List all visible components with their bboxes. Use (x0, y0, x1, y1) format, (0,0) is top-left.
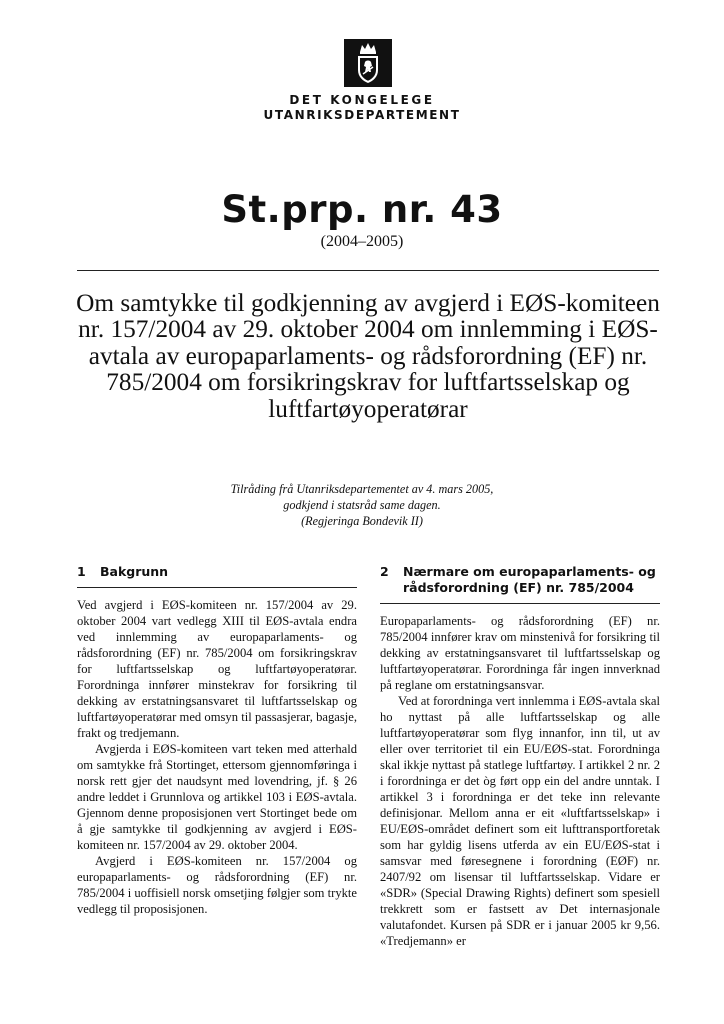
section-heading (380, 564, 660, 596)
section-regulation-details (380, 564, 660, 949)
section-title: Bakgrunn (100, 564, 169, 579)
department-name-line2: UTANRIKSDEPARTEMENT (263, 108, 461, 122)
section-number: 2 (380, 564, 389, 579)
paragraph: Ved at forordninga vert innlemma i EØS-avtala skal ho nyttast på alle luftfartsselskap og alle luftfartøyoperatørar som flyg innanfor, inn til, ut av eller over territoriet til ein EU/EØS-stat. Forordninga skal ikkje nyttast på statlege luftfartøy. I artikkel 2 nr. 2 i forordninga er det òg ført opp ein del andre unntak. I artikkel 3 i forordninga er det teke inn relevante definisjonar. Mellom anna er eit «luftfartsselskap» i EU/EØS-området definert som eit lufttransportforetak som har gyldig lisens utferda av ein EU/EØS-stat i samsvar med føresegnene i forordning (EØF) nr. 2407/92 om lisensar til luftfartsselskap. Vidare er «SDR» (Special Drawing Rights) definert som spesiell trekkrett som er fastsett av Det internasjonale valutafondet. Kursen på SDR er i januar 2005 kr 9,56. «Tredjemann» er (380, 694, 660, 948)
section-divider (77, 587, 357, 588)
department-name-line1: DET KONGELEGE (289, 93, 435, 107)
recommendation-line: (Regjeringa Bondevik II) (301, 514, 423, 528)
recommendation-note (0, 481, 724, 529)
document-subject: Om samtykke til godkjenning av avgjerd i EØS-komiteen nr. 157/2004 av 29. oktober 2004 om innlemming i EØS-avtala av europaparlaments- og rådsforordning (EF) nr. 785/2004 om forsikringskrav for luftfartsselskap og luftfartøyoperatørar (76, 289, 660, 423)
document-title: St.prp. nr. 43 (221, 188, 503, 231)
session-year: (2004–2005) (320, 233, 404, 250)
title-divider (77, 270, 659, 271)
section-number: 1 (77, 564, 86, 579)
section-divider (380, 603, 660, 604)
paragraph: Ved avgjerd i EØS-komiteen nr. 157/2004 av 29. oktober 2004 vart vedlegg XIII til EØS-avtala endra ved innlemming av europaparlaments- og rådsforordning (EF) nr. 785/2004 om forsikringskrav for luftfartsselskap og luftfartøyoperatørar. Forordninga innfører minstekrav for forsikring til dekking av erstatningsansvaret til luftfartsselskap og luftfartøyoperatørar med omsyn til passasjerar, bagasje, frakt og tredjemann. (77, 598, 357, 740)
norwegian-coat-of-arms-icon (344, 39, 392, 87)
paragraph: Avgjerda i EØS-komiteen vart teken med atterhald om samtykke frå Stortinget, ettersom gjennomføringa i norsk rett gjer det naudsynt med lovendring, jf. § 26 andre leddet i Grunnlova og artikkel 103 i EØS-avtala. Gjennom denne proposisjonen vert Stortinget bede om å gje samtykke til godkjenning av avgjerd i EØS-komiteen nr. 157/2004 av 29. oktober 2004. (77, 742, 357, 852)
section-body (380, 613, 660, 949)
paragraph: Europaparlaments- og rådsforordning (EF) nr. 785/2004 innfører krav om minstenivå for forsikring til dekking av erstatningsansvaret til luftfartsselskap og luftfartøyoperatørar. Forordninga får ingen innverknad på reglane om erstatningsansvar. (380, 614, 660, 692)
section-heading (77, 564, 357, 580)
recommendation-line: godkjend i statsråd same dagen. (283, 498, 441, 512)
section-title: Nærmare om europaparlaments- og rådsforordning (EF) nr. 785/2004 (403, 564, 656, 595)
coat-of-arms-logo (344, 39, 392, 87)
recommendation-line: Tilråding frå Utanriksdepartementet av 4. mars 2005, (230, 482, 494, 496)
section-body (77, 597, 357, 917)
paragraph: Avgjerd i EØS-komiteen nr. 157/2004 og europaparlaments- og rådsforordning (EF) nr. 785/2004 i uoffisiell norsk omsetjing følgjer som trykte vedlegg til proposisjonen. (77, 854, 357, 916)
section-background (77, 564, 357, 917)
